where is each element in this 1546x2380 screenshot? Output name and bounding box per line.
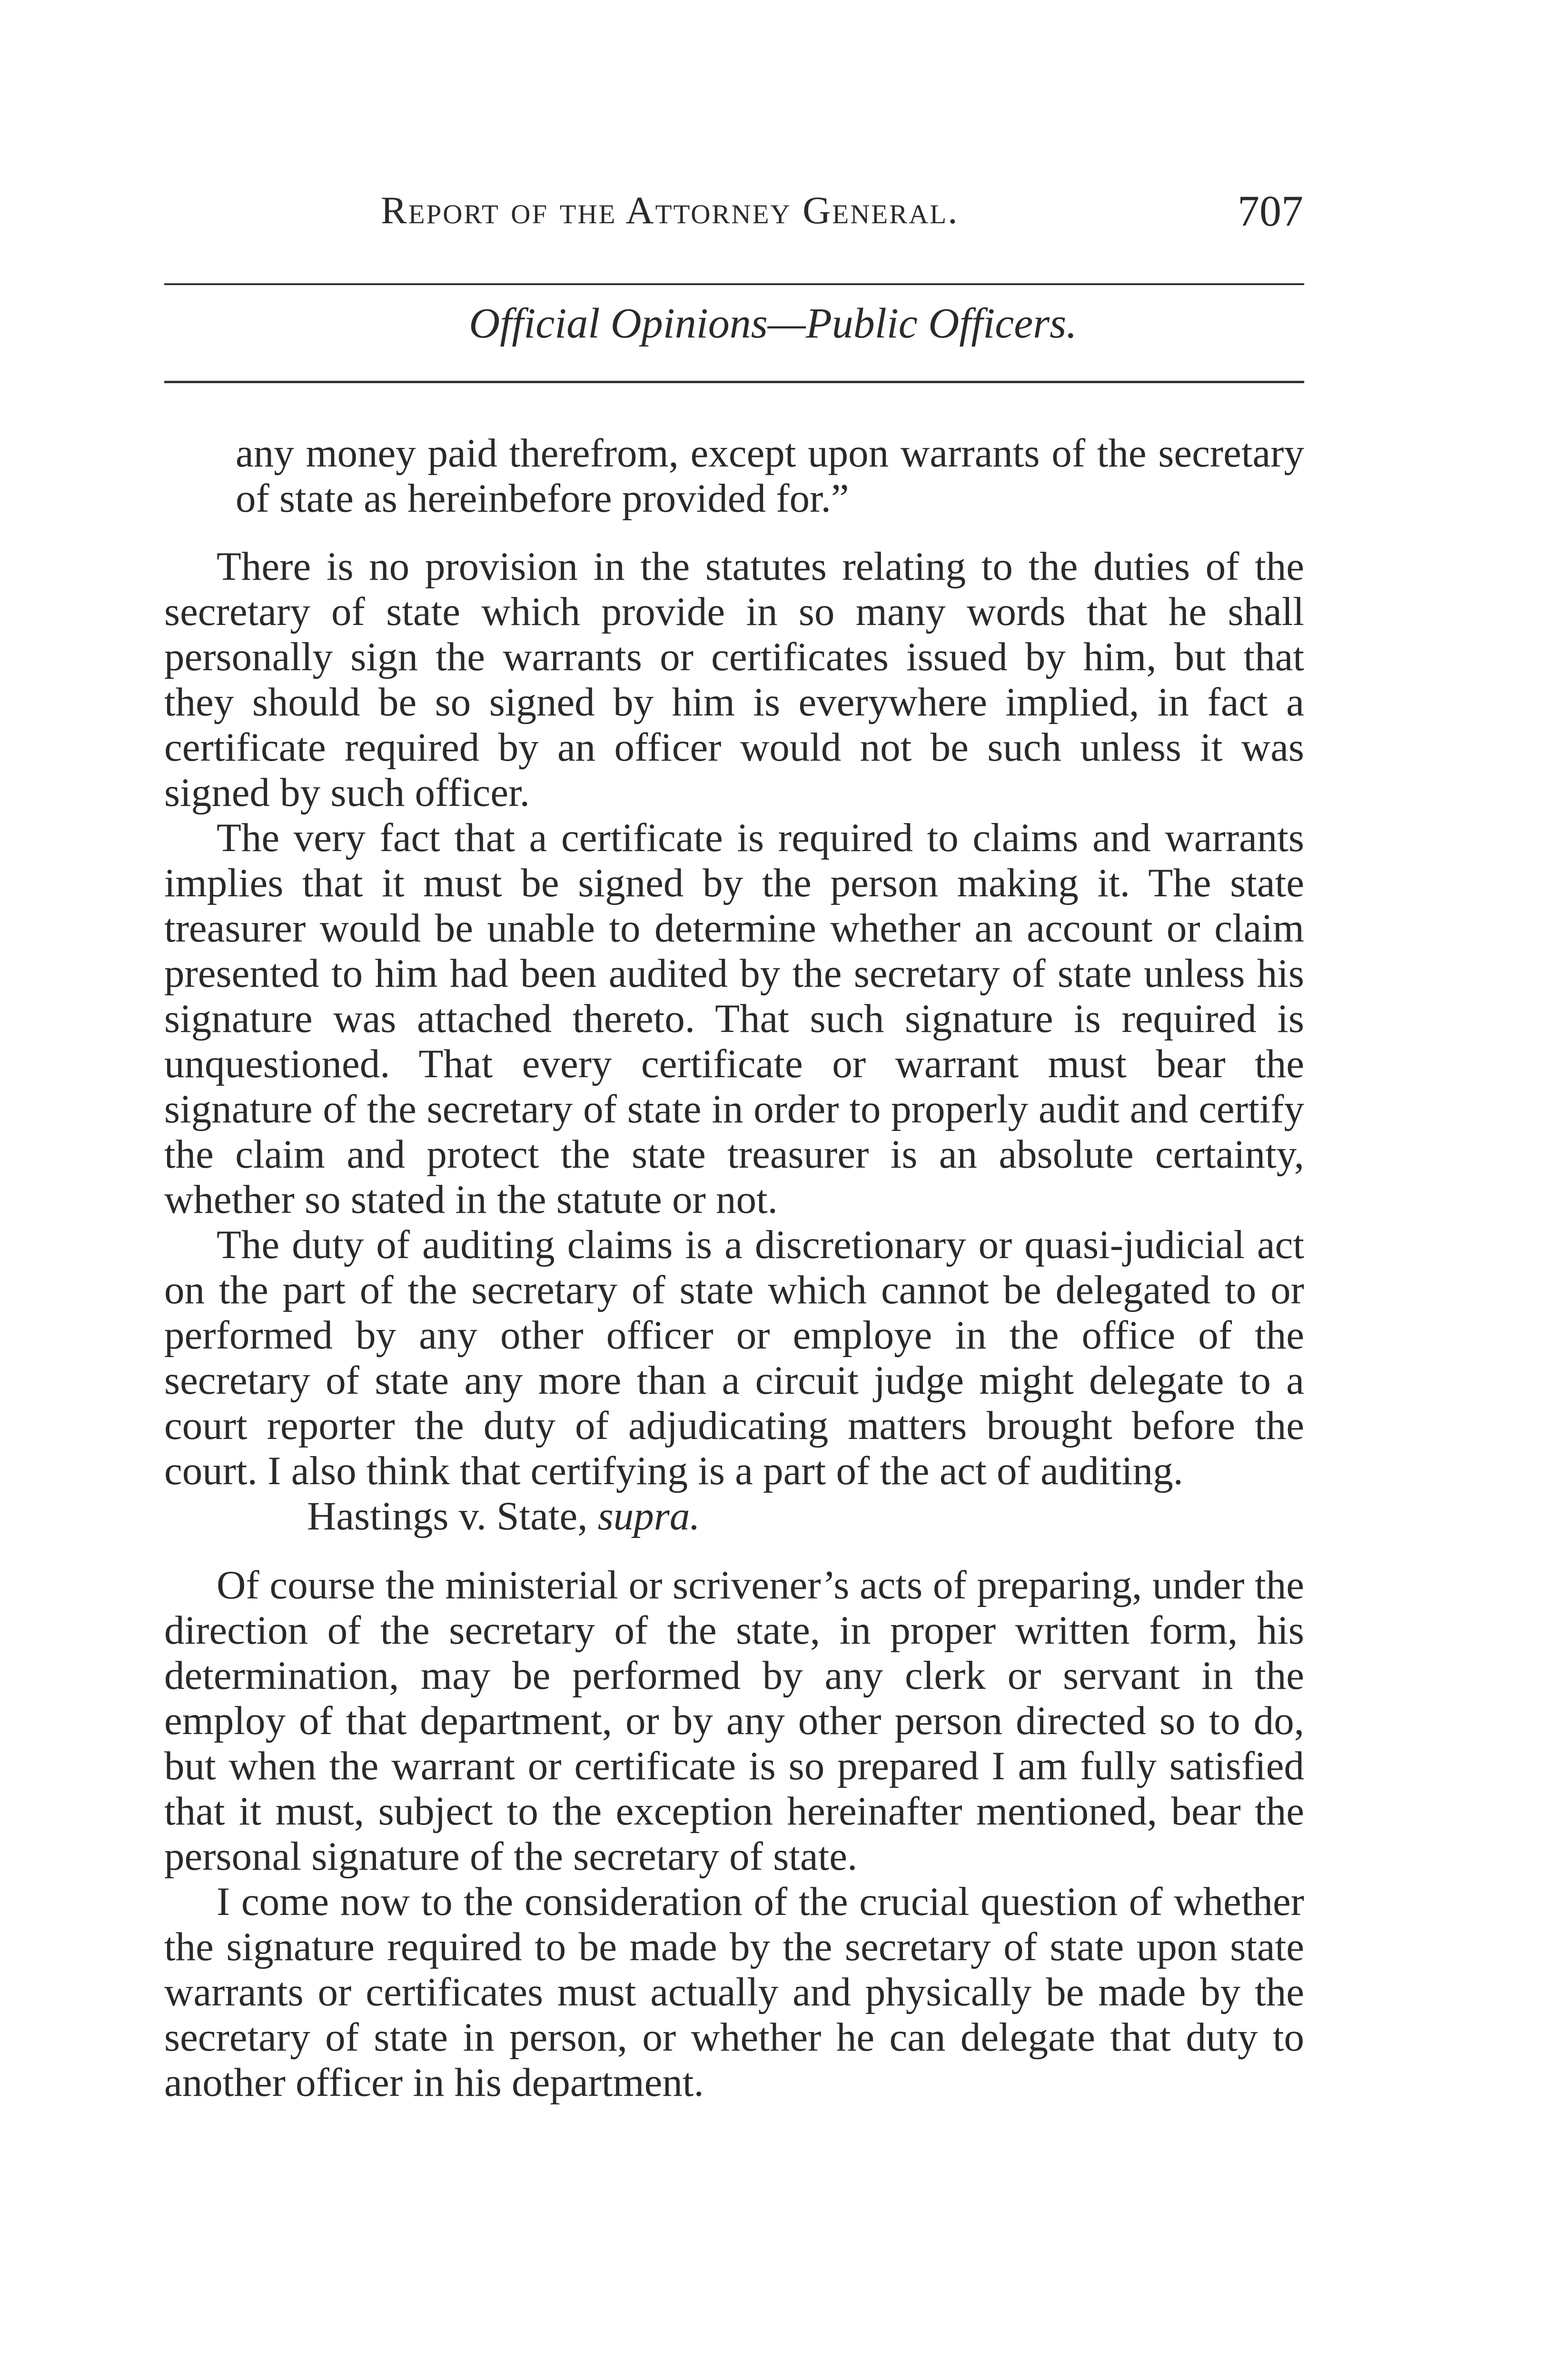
paragraph-2: The very fact that a certificate is required to claims and warrants implies that it must be signed by the person making it. The state treasurer would be unable to determine whether an account or claim presented to him had been audited by the secretary of state unless his signature was attached thereto. That such signature is required is unquestioned. That every certificate or warrant must bear the signature of the secretary of state in order to properly audit and certify the claim and protect the state treasurer is an absolute certainty, whether so stated in the statute or not. [164, 815, 1304, 1222]
running-head: Report of the Attorney General. [381, 188, 959, 232]
quote-continuation: any money paid therefrom, except upon warrants of the secretary of state as hereinbefore provided for.” [236, 431, 1304, 521]
paragraph-3: The duty of auditing claims is a discretionary or quasi-judicial act on the part of the secretary of state which cannot be delegated to or performed by any other officer or employe in the office of the secretary of state any more than a circuit judge might delegate to a court reporter the duty of adjudicating matters brought before the court. I also think that certifying is a part of the act of auditing. [164, 1222, 1304, 1493]
paragraph-4: Of course the ministerial or scrivener’s acts of preparing, under the direction of the secretary of the state, in proper written form, his determination, may be performed by any clerk or servant in the employ of that department, or by any other person directed so to do, but when the warrant or certificate is so prepared I am fully satisfied that it must, subject to the exception hereinafter mentioned, bear the personal signature of the secretary of state. [164, 1563, 1304, 1879]
paragraph-5: I come now to the consideration of the crucial question of whether the signature required to be made by the secretary of state upon state warrants or certificates must actually and physically be made by the secretary of state in person, or whether he can delegate that duty to another officer in his department. [164, 1879, 1304, 2105]
body-text [164, 431, 1304, 2105]
header-rule-top [164, 283, 1304, 285]
paragraph-1: There is no provision in the statutes relating to the duties of the secretary of state which provide in so many words that he shall personally sign the warrants or certificates issued by him, but that they should be so signed by him is everywhere implied, in fact a certificate required by an officer would not be such unless it was signed by such officer. [164, 544, 1304, 815]
citation [164, 1494, 1304, 1539]
page-number: 707 [1238, 187, 1303, 235]
citation-signal: supra. [597, 1494, 700, 1538]
citation-case: Hastings v. State, [307, 1494, 598, 1538]
header-rule-bottom [164, 381, 1304, 383]
section-title: Official Opinions—Public Officers. [469, 300, 1077, 347]
